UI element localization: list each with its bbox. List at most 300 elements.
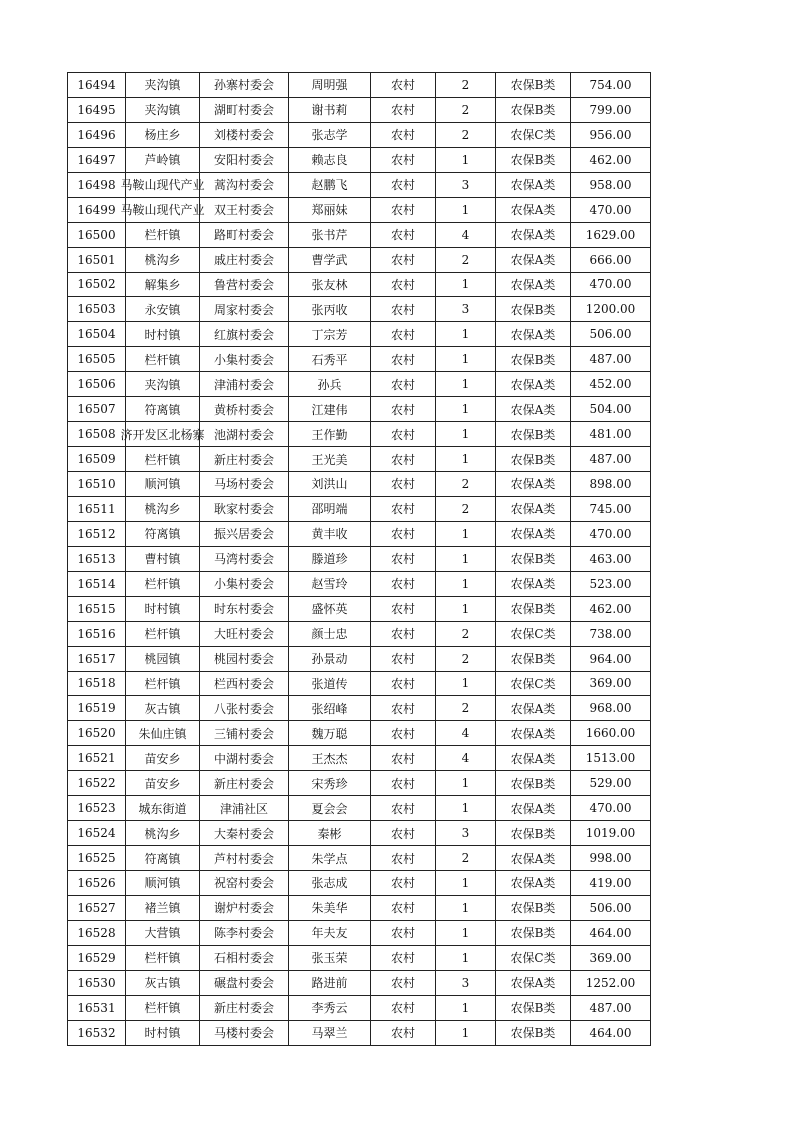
name-cell: 盛怀英 [289,596,371,621]
count-cell: 2 [436,122,496,147]
table-row [68,696,651,721]
amount-cell: 1513.00 [571,746,651,771]
category-cell: 农保B类 [496,546,571,571]
town-cell: 顺河镇 [126,472,200,497]
id-cell: 16506 [68,372,126,397]
area-type-cell: 农村 [371,546,436,571]
amount-cell: 369.00 [571,945,651,970]
count-cell: 1 [436,422,496,447]
town-cell: 大营镇 [126,920,200,945]
committee-cell: 谢炉村委会 [200,895,289,920]
name-cell: 张丙收 [289,297,371,322]
committee-cell: 小集村委会 [200,347,289,372]
committee-cell: 孙寨村委会 [200,73,289,98]
count-cell: 3 [436,970,496,995]
table-row [68,596,651,621]
category-cell: 农保A类 [496,472,571,497]
id-cell: 16525 [68,846,126,871]
name-cell: 魏万聪 [289,721,371,746]
id-cell: 16503 [68,297,126,322]
category-cell: 农保A类 [496,397,571,422]
name-cell: 刘洪山 [289,472,371,497]
count-cell: 2 [436,97,496,122]
committee-cell: 栏西村委会 [200,671,289,696]
count-cell: 2 [436,846,496,871]
town-cell: 符离镇 [126,397,200,422]
name-cell: 颜士忠 [289,621,371,646]
name-cell: 石秀平 [289,347,371,372]
category-cell: 农保A类 [496,172,571,197]
name-cell: 赖志良 [289,147,371,172]
category-cell: 农保A类 [496,696,571,721]
count-cell: 1 [436,521,496,546]
table-row [68,247,651,272]
amount-cell: 958.00 [571,172,651,197]
name-cell: 张志成 [289,871,371,896]
committee-cell: 新庄村委会 [200,995,289,1020]
table-row [68,945,651,970]
committee-cell: 八张村委会 [200,696,289,721]
amount-cell: 487.00 [571,347,651,372]
count-cell: 1 [436,1020,496,1045]
committee-cell: 新庄村委会 [200,771,289,796]
category-cell: 农保B类 [496,995,571,1020]
id-cell: 16510 [68,472,126,497]
area-type-cell: 农村 [371,945,436,970]
category-cell: 农保B类 [496,895,571,920]
table-row [68,422,651,447]
category-cell: 农保A类 [496,521,571,546]
town-cell: 时村镇 [126,1020,200,1045]
committee-cell: 时东村委会 [200,596,289,621]
category-cell: 农保A类 [496,496,571,521]
committee-cell: 耿家村委会 [200,496,289,521]
name-cell: 丁宗芳 [289,322,371,347]
table-row [68,521,651,546]
name-cell: 李秀云 [289,995,371,1020]
count-cell: 1 [436,397,496,422]
table-row [68,97,651,122]
town-cell: 城东街道 [126,796,200,821]
id-cell: 16511 [68,496,126,521]
area-type-cell: 农村 [371,696,436,721]
name-cell: 邵明端 [289,496,371,521]
table-row [68,621,651,646]
name-cell: 孙兵 [289,372,371,397]
table-row [68,147,651,172]
area-type-cell: 农村 [371,297,436,322]
id-cell: 16513 [68,546,126,571]
town-cell: 苗安乡 [126,746,200,771]
count-cell: 1 [436,895,496,920]
town-cell [120,422,205,447]
committee-cell: 大旺村委会 [200,621,289,646]
committee-cell: 中湖村委会 [200,746,289,771]
committee-cell: 马楼村委会 [200,1020,289,1045]
id-cell: 16519 [68,696,126,721]
committee-cell: 三铺村委会 [200,721,289,746]
table-row [68,322,651,347]
amount-cell: 1019.00 [571,821,651,846]
table-row [68,871,651,896]
amount-cell: 898.00 [571,472,651,497]
committee-cell: 周家村委会 [200,297,289,322]
category-cell: 农保A类 [496,197,571,222]
name-cell: 路进前 [289,970,371,995]
town-cell: 栏杆镇 [126,621,200,646]
count-cell: 1 [436,322,496,347]
id-cell: 16505 [68,347,126,372]
name-cell: 赵鹏飞 [289,172,371,197]
committee-cell: 湖町村委会 [200,97,289,122]
town-cell: 苗安乡 [126,771,200,796]
name-cell: 张友林 [289,272,371,297]
category-cell: 农保B类 [496,97,571,122]
amount-cell: 529.00 [571,771,651,796]
count-cell: 2 [436,73,496,98]
area-type-cell: 农村 [371,821,436,846]
category-cell: 农保A类 [496,372,571,397]
name-cell: 年夫友 [289,920,371,945]
table-row [68,796,651,821]
amount-cell: 462.00 [571,147,651,172]
area-type-cell: 农村 [371,846,436,871]
amount-cell: 666.00 [571,247,651,272]
id-cell: 16530 [68,970,126,995]
category-cell: 农保A类 [496,247,571,272]
name-cell: 张绍峰 [289,696,371,721]
area-type-cell: 农村 [371,796,436,821]
town-cell: 符离镇 [126,521,200,546]
count-cell: 3 [436,172,496,197]
id-cell: 16521 [68,746,126,771]
data-table [67,72,651,1046]
category-cell: 农保A类 [496,721,571,746]
area-type-cell: 农村 [371,97,436,122]
count-cell: 2 [436,472,496,497]
town-cell: 栏杆镇 [126,995,200,1020]
name-cell: 黄丰收 [289,521,371,546]
town-cell: 夹沟镇 [126,372,200,397]
id-cell: 16529 [68,945,126,970]
town-cell: 褚兰镇 [126,895,200,920]
town-cell: 时村镇 [126,322,200,347]
amount-cell: 506.00 [571,322,651,347]
count-cell: 4 [436,222,496,247]
committee-cell: 石相村委会 [200,945,289,970]
town-cell: 符离镇 [126,846,200,871]
count-cell: 4 [436,746,496,771]
amount-cell: 1252.00 [571,970,651,995]
table-row [68,771,651,796]
id-cell: 16522 [68,771,126,796]
town-cell: 栏杆镇 [126,671,200,696]
name-cell: 宋秀珍 [289,771,371,796]
area-type-cell: 农村 [371,73,436,98]
table-row [68,546,651,571]
id-cell: 16500 [68,222,126,247]
town-cell: 解集乡 [126,272,200,297]
table-row [68,821,651,846]
category-cell: 农保A类 [496,222,571,247]
area-type-cell: 农村 [371,895,436,920]
name-cell: 赵雪玲 [289,571,371,596]
count-cell: 1 [436,920,496,945]
area-type-cell: 农村 [371,247,436,272]
count-cell: 1 [436,945,496,970]
category-cell: 农保C类 [496,671,571,696]
committee-cell: 津浦社区 [200,796,289,821]
area-type-cell: 农村 [371,172,436,197]
committee-cell: 陈李村委会 [200,920,289,945]
committee-cell: 安阳村委会 [200,147,289,172]
id-cell: 16517 [68,646,126,671]
category-cell: 农保C类 [496,945,571,970]
count-cell: 1 [436,871,496,896]
table-row [68,746,651,771]
town-cell: 桃沟乡 [126,821,200,846]
name-cell: 谢书莉 [289,97,371,122]
area-type-cell: 农村 [371,222,436,247]
table-row [68,297,651,322]
category-cell: 农保B类 [496,447,571,472]
area-type-cell: 农村 [371,995,436,1020]
table-row [68,172,651,197]
category-cell: 农保A类 [496,571,571,596]
area-type-cell: 农村 [371,147,436,172]
name-cell: 王光美 [289,447,371,472]
area-type-cell: 农村 [371,596,436,621]
town-cell: 栏杆镇 [126,571,200,596]
category-cell: 农保B类 [496,147,571,172]
table-row [68,347,651,372]
id-cell: 16515 [68,596,126,621]
town-cell: 芦岭镇 [126,147,200,172]
amount-cell: 968.00 [571,696,651,721]
amount-cell: 369.00 [571,671,651,696]
count-cell: 1 [436,347,496,372]
table-row [68,122,651,147]
town-cell: 桃沟乡 [126,247,200,272]
name-cell: 周明强 [289,73,371,98]
area-type-cell: 农村 [371,771,436,796]
area-type-cell: 农村 [371,646,436,671]
id-cell: 16527 [68,895,126,920]
table-row [68,721,651,746]
count-cell: 1 [436,596,496,621]
amount-cell: 481.00 [571,422,651,447]
town-cell: 桃沟乡 [126,496,200,521]
id-cell: 16528 [68,920,126,945]
committee-cell: 新庄村委会 [200,447,289,472]
category-cell: 农保B类 [496,297,571,322]
category-cell: 农保B类 [496,422,571,447]
area-type-cell: 农村 [371,372,436,397]
id-cell: 16507 [68,397,126,422]
area-type-cell: 农村 [371,920,436,945]
table-row [68,397,651,422]
area-type-cell: 农村 [371,122,436,147]
town-text: 马鞍山现代产业 [120,203,205,218]
id-cell: 16494 [68,73,126,98]
table-row [68,920,651,945]
committee-cell: 芦村村委会 [200,846,289,871]
committee-cell: 马场村委会 [200,472,289,497]
amount-cell: 464.00 [571,1020,651,1045]
amount-cell: 1200.00 [571,297,651,322]
committee-cell: 马湾村委会 [200,546,289,571]
amount-cell: 470.00 [571,521,651,546]
category-cell: 农保A类 [496,746,571,771]
committee-cell: 津浦村委会 [200,372,289,397]
table-row [68,496,651,521]
name-cell: 王作勤 [289,422,371,447]
amount-cell: 504.00 [571,397,651,422]
category-cell: 农保B类 [496,920,571,945]
area-type-cell: 农村 [371,496,436,521]
committee-cell: 双王村委会 [200,197,289,222]
area-type-cell: 农村 [371,571,436,596]
amount-cell: 523.00 [571,571,651,596]
name-cell: 夏会会 [289,796,371,821]
amount-cell: 463.00 [571,546,651,571]
name-cell: 马翠兰 [289,1020,371,1045]
area-type-cell: 农村 [371,347,436,372]
amount-cell: 1660.00 [571,721,651,746]
committee-cell: 路町村委会 [200,222,289,247]
area-type-cell: 农村 [371,422,436,447]
committee-cell: 戚庄村委会 [200,247,289,272]
amount-cell: 470.00 [571,796,651,821]
amount-cell: 470.00 [571,272,651,297]
id-cell: 16520 [68,721,126,746]
amount-cell: 506.00 [571,895,651,920]
id-cell: 16512 [68,521,126,546]
category-cell: 农保A类 [496,272,571,297]
amount-cell: 1629.00 [571,222,651,247]
category-cell: 农保B类 [496,821,571,846]
count-cell: 1 [436,671,496,696]
count-cell: 1 [436,147,496,172]
id-cell: 16495 [68,97,126,122]
committee-cell: 刘楼村委会 [200,122,289,147]
name-cell: 张道传 [289,671,371,696]
amount-cell: 464.00 [571,920,651,945]
name-cell: 朱美华 [289,895,371,920]
count-cell: 3 [436,297,496,322]
town-text: 马鞍山现代产业 [120,178,205,193]
count-cell: 1 [436,995,496,1020]
committee-cell: 鲁营村委会 [200,272,289,297]
area-type-cell: 农村 [371,272,436,297]
table-row [68,222,651,247]
town-cell: 夹沟镇 [126,73,200,98]
category-cell: 农保B类 [496,73,571,98]
name-cell: 滕道珍 [289,546,371,571]
id-cell: 16516 [68,621,126,646]
amount-cell: 745.00 [571,496,651,521]
amount-cell: 452.00 [571,372,651,397]
area-type-cell: 农村 [371,970,436,995]
id-cell: 16524 [68,821,126,846]
area-type-cell: 农村 [371,521,436,546]
category-cell: 农保B类 [496,771,571,796]
count-cell: 1 [436,197,496,222]
town-cell: 灰古镇 [126,970,200,995]
area-type-cell: 农村 [371,671,436,696]
amount-cell: 462.00 [571,596,651,621]
town-cell: 栏杆镇 [126,347,200,372]
id-cell: 16526 [68,871,126,896]
amount-cell: 799.00 [571,97,651,122]
count-cell: 1 [436,372,496,397]
count-cell: 2 [436,621,496,646]
town-cell: 朱仙庄镇 [126,721,200,746]
town-cell: 桃园镇 [126,646,200,671]
area-type-cell: 农村 [371,322,436,347]
name-cell: 张玉荣 [289,945,371,970]
town-cell: 夹沟镇 [126,97,200,122]
category-cell: 农保A类 [496,322,571,347]
id-cell: 16508 [68,422,126,447]
amount-cell: 470.00 [571,197,651,222]
committee-cell: 大秦村委会 [200,821,289,846]
table-row [68,671,651,696]
id-cell: 16509 [68,447,126,472]
table-row [68,970,651,995]
amount-cell: 738.00 [571,621,651,646]
name-cell: 秦彬 [289,821,371,846]
name-cell: 张书芹 [289,222,371,247]
committee-cell: 桃园村委会 [200,646,289,671]
name-cell: 孙景动 [289,646,371,671]
category-cell: 农保C类 [496,621,571,646]
table-row [68,571,651,596]
table-row [68,73,651,98]
town-cell: 栏杆镇 [126,222,200,247]
id-cell: 16504 [68,322,126,347]
town-cell [120,197,205,222]
town-cell: 栏杆镇 [126,945,200,970]
id-cell: 16502 [68,272,126,297]
category-cell: 农保B类 [496,596,571,621]
count-cell: 2 [436,696,496,721]
count-cell: 2 [436,646,496,671]
table-row [68,646,651,671]
name-cell: 张志学 [289,122,371,147]
id-cell: 16496 [68,122,126,147]
count-cell: 1 [436,447,496,472]
table-row [68,447,651,472]
id-cell: 16497 [68,147,126,172]
category-cell: 农保C类 [496,122,571,147]
category-cell: 农保B类 [496,646,571,671]
amount-cell: 487.00 [571,995,651,1020]
count-cell: 2 [436,496,496,521]
area-type-cell: 农村 [371,447,436,472]
table-row [68,372,651,397]
category-cell: 农保A类 [496,796,571,821]
table-row [68,197,651,222]
town-cell: 曹村镇 [126,546,200,571]
town-cell: 栏杆镇 [126,447,200,472]
area-type-cell: 农村 [371,746,436,771]
area-type-cell: 农村 [371,397,436,422]
id-cell: 16523 [68,796,126,821]
count-cell: 1 [436,272,496,297]
table-row [68,995,651,1020]
town-cell: 杨庄乡 [126,122,200,147]
